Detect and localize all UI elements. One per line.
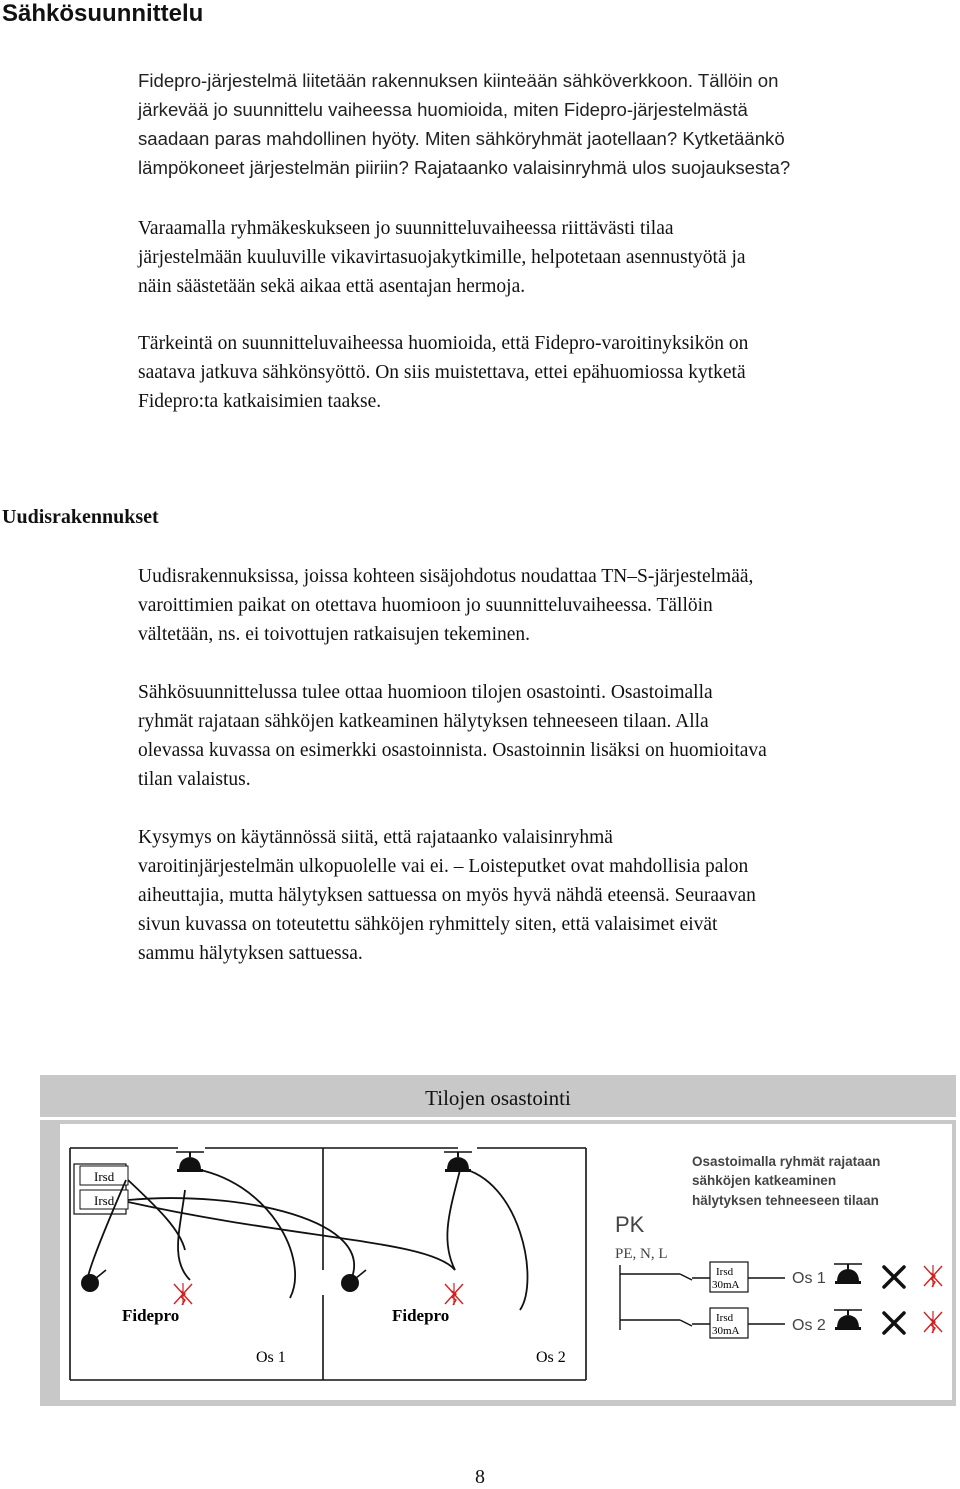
svg-text:hälytyksen tehneeseen tilaan: hälytyksen tehneeseen tilaan <box>692 1193 879 1208</box>
text-line: sammu hälytyksen sattuessa. <box>138 943 363 964</box>
text-line: Fidepro-järjestelmä liitetään rakennuksen kiinteään sähköverkkoon. Tällöin on <box>138 70 779 91</box>
text-line: Sähkösuunnittelussa tulee ottaa huomioon tilojen osastointi. Osastoimalla <box>138 682 713 703</box>
section-heading: Uudisrakennukset <box>2 506 159 528</box>
text-line: ryhmät rajataan sähköjen katkeaminen hälytyksen tehneeseen tilaan. Alla <box>138 711 709 732</box>
text-line: järjestelmään kuuluville vikavirtasuojakytkimille, helpotetaan asennustyötä ja <box>138 247 746 268</box>
svg-text:Irsd: Irsd <box>716 1312 734 1324</box>
svg-text:Irsd: Irsd <box>716 1266 734 1278</box>
section-paragraph-2 <box>138 678 953 794</box>
text-line: Fidepro:ta katkaisimien taakse. <box>138 391 382 412</box>
room-label-1: Os 1 <box>256 1349 286 1366</box>
svg-text:30mA: 30mA <box>712 1279 740 1291</box>
section-paragraph-3 <box>138 823 953 968</box>
page-title: Sähkösuunnittelu <box>2 0 204 27</box>
room-label-2: Os 2 <box>536 1349 566 1366</box>
text-line: saatava jatkuva sähkönsyöttö. On siis muistettava, ettei epähuomiossa kytketä <box>138 362 746 383</box>
intro-paragraph-3 <box>138 329 953 416</box>
wiring-diagram <box>40 1120 956 1406</box>
group-label-1: Os 1 <box>792 1270 826 1287</box>
figure-title: Tilojen osastointi <box>40 1075 956 1117</box>
svg-text:Osastoimalla ryhmät rajataan: Osastoimalla ryhmät rajataan <box>692 1154 881 1169</box>
conductor-label: PE, N, L <box>615 1246 668 1262</box>
svg-text:sähköjen katkeaminen: sähköjen katkeaminen <box>692 1173 837 1188</box>
text-line: näin säästetään sekä aikaa että asentajan hermoja. <box>138 276 526 297</box>
breaker-label-1: Irsd <box>94 1169 115 1184</box>
figure-compartmentalization <box>40 1120 956 1406</box>
text-line: lämpökoneet järjestelmän piiriin? Rajataanko valaisinryhmä ulos suojauksesta? <box>138 157 791 178</box>
text-line: varoitinjärjestelmän ulkopuolelle vai ei. – Loisteputket ovat mahdollisia palon <box>138 856 749 877</box>
text-line: Tärkeintä on suunnitteluvaiheessa huomioida, että Fidepro-varoitinyksikön on <box>138 333 749 354</box>
fidepro-label-1: Fidepro <box>122 1306 180 1325</box>
text-line: Kysymys on käytännössä siitä, että rajataanko valaisinryhmä <box>138 827 613 848</box>
text-line: saadaan paras mahdollinen hyöty. Miten sähköryhmät jaotellaan? Kytketäänkö <box>138 128 785 149</box>
text-line: tilan valaistus. <box>138 769 251 790</box>
text-line: sivun kuvassa on toteutettu sähköjen ryhmittely siten, että valaisimet eivät <box>138 914 718 935</box>
page-number: 8 <box>475 1466 485 1488</box>
fidepro-label-2: Fidepro <box>392 1306 450 1325</box>
intro-paragraph-2 <box>138 214 953 301</box>
text-line: järkevää jo suunnittelu vaiheessa huomioida, miten Fidepro-järjestelmästä <box>138 99 748 120</box>
section-paragraph-1 <box>138 562 953 649</box>
breaker-label-2: Irsd <box>94 1193 115 1208</box>
text-line: aiheuttajia, mutta hälytyksen sattuessa on myös hyvä nähdä eteensä. Seuraavan <box>138 885 756 906</box>
text-line: varoittimien paikat on otettava huomioon jo suunnitteluvaiheessa. Tällöin <box>138 595 713 616</box>
text-line: olevassa kuvassa on esimerkki osastoinnista. Osastoinnin lisäksi on huomioitava <box>138 740 767 761</box>
panel-label: PK <box>615 1212 645 1237</box>
svg-text:30mA: 30mA <box>712 1325 740 1337</box>
group-label-2: Os 2 <box>792 1317 826 1334</box>
text-line: Varaamalla ryhmäkeskukseen jo suunnitteluvaiheessa riittävästi tilaa <box>138 218 674 239</box>
text-line: Uudisrakennuksissa, joissa kohteen sisäjohdotus noudattaa TN–S-järjestelmää, <box>138 566 754 587</box>
intro-paragraph-1 <box>138 66 953 182</box>
text-line: vältetään, ns. ei toivottujen ratkaisujen tekeminen. <box>138 624 531 645</box>
